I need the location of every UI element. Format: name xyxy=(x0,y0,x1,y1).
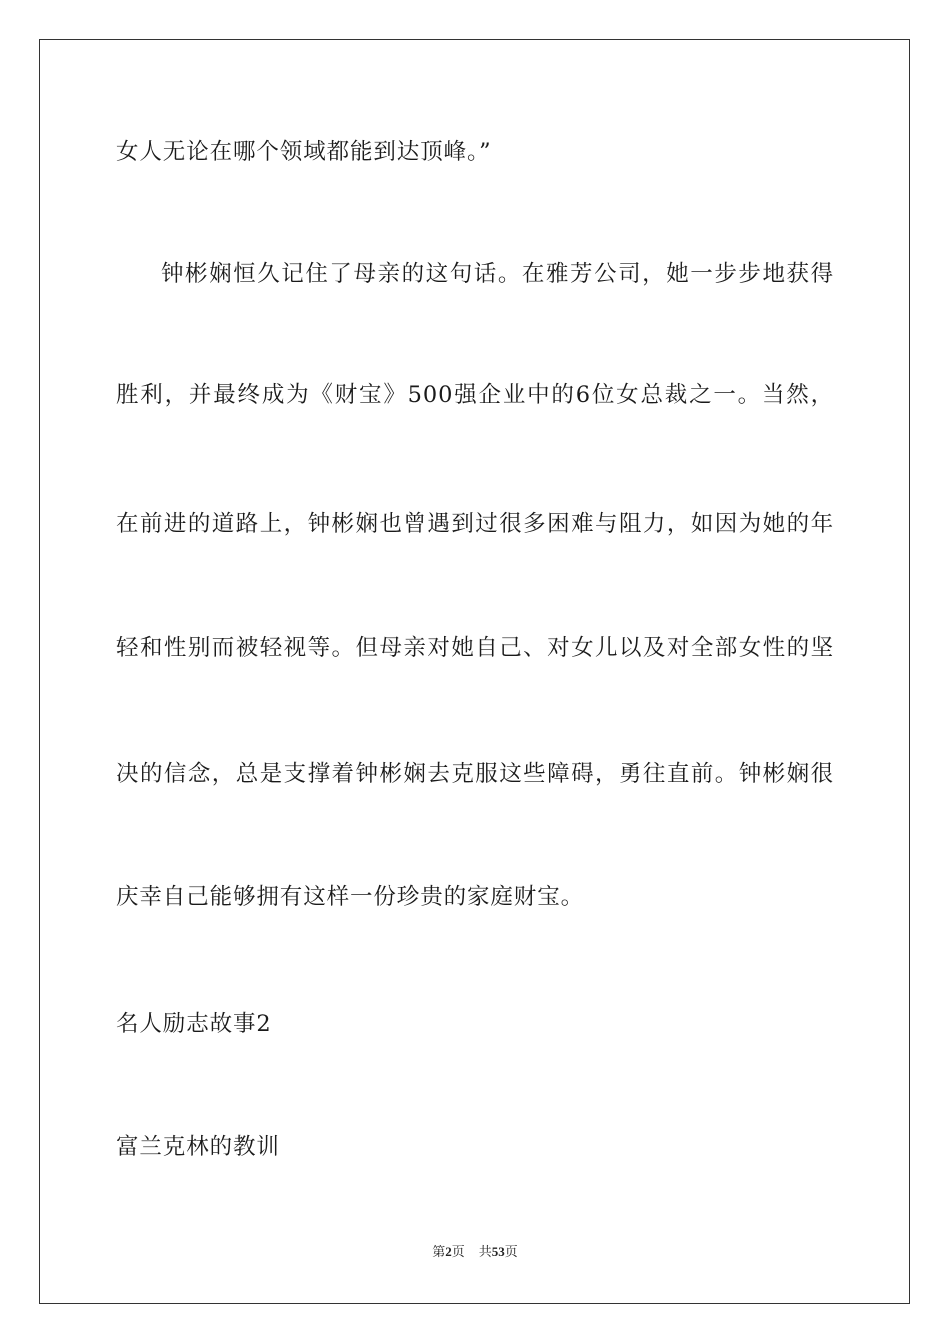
footer-page-prefix: 第 xyxy=(432,1245,446,1260)
paragraph-line-1: 女人无论在哪个领域都能到达顶峰。” xyxy=(116,139,492,165)
paragraph-line-2: 钟彬娴恒久记住了母亲的这句话。在雅芳公司，她一步步地获得 xyxy=(161,261,834,287)
footer-total-pages: 53 xyxy=(491,1244,505,1259)
story-title: 富兰克林的教训 xyxy=(116,1134,280,1160)
page-footer xyxy=(0,1243,950,1262)
page-border xyxy=(39,39,910,1304)
footer-page-number: 2 xyxy=(445,1244,452,1259)
footer-page-suffix: 页 xyxy=(451,1245,465,1260)
section-title: 名人励志故事2 xyxy=(116,1011,272,1037)
paragraph-line-7: 庆幸自己能够拥有这样一份珍贵的家庭财宝。 xyxy=(116,884,585,910)
paragraph-line-5: 轻和性别而被轻视等。但母亲对她自己、对女儿以及对全部女性的坚 xyxy=(116,635,834,661)
footer-total-prefix: 共 xyxy=(478,1245,492,1260)
paragraph-line-3: 胜利，并最终成为《财宝》500强企业中的6位女总裁之一。当然， xyxy=(116,382,834,408)
paragraph-line-4: 在前进的道路上，钟彬娴也曾遇到过很多困难与阻力，如因为她的年 xyxy=(116,511,834,537)
footer-total-suffix: 页 xyxy=(504,1245,518,1260)
paragraph-line-6: 决的信念，总是支撑着钟彬娴去克服这些障碍，勇往直前。钟彬娴很 xyxy=(116,761,834,787)
